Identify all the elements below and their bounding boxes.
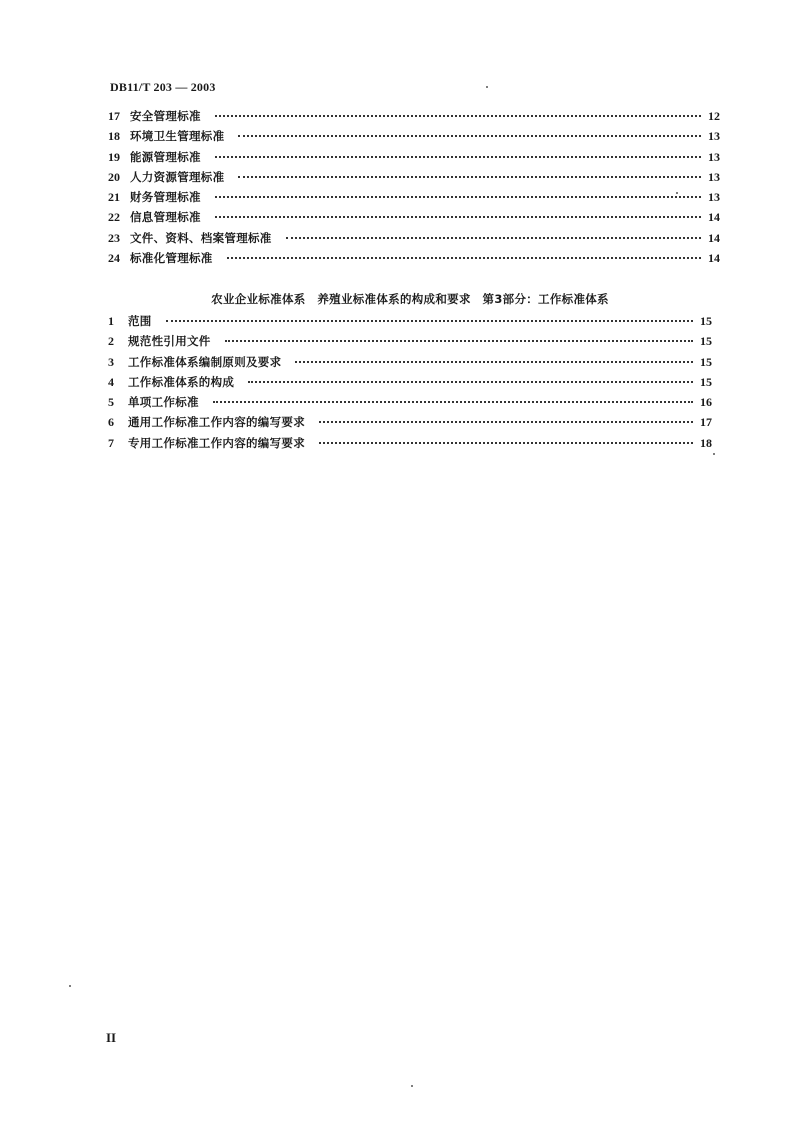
toc-entry-page: 15 [700,314,712,328]
toc-entry[interactable] [108,209,720,229]
toc-entry[interactable] [108,149,720,169]
toc-entry-number: 3 [108,354,114,369]
toc-entry-page: 15 [700,354,712,369]
toc-entry-page: 13 [708,169,720,184]
toc-dot-leader [225,340,693,342]
toc-entry-number: 21 [108,190,120,205]
toc-dot-leader [319,421,693,423]
section-heading: 农业企业标准体系 养殖业标准体系的构成和要求 第3部分：工作标准体系 [211,292,609,306]
toc-entry-page: 13 [708,149,720,164]
toc-entry-page: 18 [700,435,712,450]
toc-dot-leader [238,135,701,137]
toc-list-part2 [108,313,712,455]
toc-entry-number: 23 [108,230,120,245]
toc-entry[interactable] [108,414,712,434]
toc-dot-leader [238,176,701,178]
toc-entry-title: 财务管理标准 [130,190,201,205]
toc-entry-number: 20 [108,169,120,184]
toc-entry[interactable] [108,354,712,374]
toc-entry-title: 人力资源管理标准 [130,169,225,184]
toc-entry-title: 范围 [128,314,152,328]
toc-entry-number: 4 [108,374,114,389]
toc-dot-leader [295,361,693,363]
toc-dot-leader [227,257,701,259]
toc-entry-title: 工作标准体系编制原则及要求 [128,354,282,369]
toc-entry-title: 工作标准体系的构成 [128,374,235,389]
toc-dot-leader [286,237,701,239]
toc-entry-title: 文件、资料、档案管理标准 [130,230,272,245]
toc-entry-title: 标准化管理标准 [130,251,213,266]
toc-entry-number: 6 [108,415,114,430]
toc-dot-leader [215,115,701,117]
toc-entry-number: 18 [108,129,120,144]
toc-entry[interactable] [108,435,712,455]
page-number: II [106,1030,117,1045]
toc-entry[interactable] [108,333,712,353]
toc-entry-number: 7 [108,435,114,450]
toc-dot-leader [319,442,693,444]
scan-speck [411,1085,413,1087]
toc-entry[interactable] [108,108,720,128]
toc-entry-page: 17 [700,415,712,430]
toc-entry-page: 13 [708,190,720,205]
toc-entry-number: 17 [108,109,120,123]
toc-entry-number: 1 [108,314,114,328]
toc-entry[interactable] [108,374,712,394]
toc-dot-leader [248,381,693,383]
scan-speck [676,192,678,194]
toc-entry-page: 12 [708,109,720,123]
toc-dot-leader [215,216,701,218]
toc-entry-page: 14 [708,230,720,245]
toc-entry-title: 专用工作标准工作内容的编写要求 [128,435,305,450]
toc-entry-title: 信息管理标准 [130,210,201,225]
toc-entry-title: 通用工作标准工作内容的编写要求 [128,415,305,430]
scan-speck [486,86,488,88]
toc-entry-page: 13 [708,129,720,144]
toc-entry-title: 规范性引用文件 [128,334,211,349]
toc-entry-number: 24 [108,251,120,266]
toc-entry-page: 15 [700,374,712,389]
toc-dot-leader [215,196,701,198]
toc-entry[interactable] [108,128,720,148]
toc-entry-page: 14 [708,210,720,225]
toc-entry-title: 环境卫生管理标准 [130,129,225,144]
toc-entry[interactable] [108,250,720,270]
toc-entry-page: 14 [708,251,720,266]
toc-entry-page: 15 [700,334,712,349]
toc-dot-leader [166,320,693,322]
toc-entry-page: 16 [700,395,712,410]
toc-entry[interactable] [108,169,720,189]
toc-list-part1 [108,108,720,270]
toc-entry-number: 2 [108,334,114,349]
toc-entry[interactable] [108,189,720,209]
toc-entry-title: 安全管理标准 [130,109,201,123]
toc-entry[interactable] [108,230,720,250]
scan-speck [69,985,71,987]
toc-entry[interactable] [108,394,712,414]
document-code-header: DB11/T 203 — 2003 [110,80,216,94]
toc-entry-number: 5 [108,395,114,410]
toc-entry-number: 19 [108,149,120,164]
scan-speck [713,453,715,455]
toc-entry-title: 单项工作标准 [128,395,199,410]
toc-entry[interactable] [108,313,712,333]
toc-dot-leader [215,156,701,158]
toc-entry-number: 22 [108,210,120,225]
toc-dot-leader [213,401,693,403]
toc-entry-title: 能源管理标准 [130,149,201,164]
